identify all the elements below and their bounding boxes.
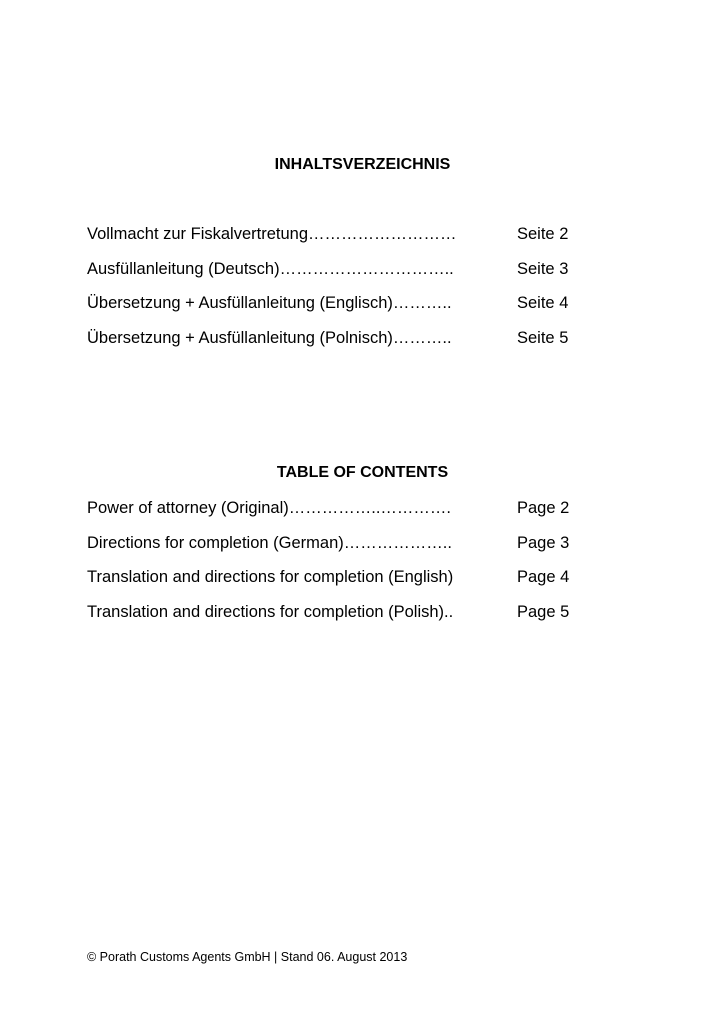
toc-entry (87, 498, 587, 533)
toc-entry-page: Seite 5 (517, 328, 569, 347)
toc-heading-english: TABLE OF CONTENTS (276, 464, 449, 481)
toc-entry-page: Seite 3 (517, 259, 569, 278)
toc-list-english (87, 498, 587, 636)
toc-list-german (87, 224, 587, 362)
toc-entry (87, 602, 587, 637)
toc-entry-title: Translation and directions for completion (Polish).. (87, 602, 454, 621)
toc-entry-page: Page 3 (517, 533, 570, 552)
toc-entry-page: Page 4 (517, 568, 570, 587)
toc-entry (87, 328, 587, 363)
page-footer: © Porath Customs Agents GmbH | Stand 06. August 2013 (87, 950, 408, 964)
toc-entry-title: Vollmacht zur Fiskalvertretung……………………… (87, 225, 457, 243)
toc-entry-page: Seite 2 (517, 225, 569, 243)
toc-entry-page: Seite 4 (517, 294, 569, 313)
toc-entry (87, 293, 587, 328)
toc-heading-german: INHALTSVERZEICHNIS (274, 156, 451, 173)
toc-entry-page: Page 2 (517, 499, 570, 517)
toc-entry-page: Page 5 (517, 602, 570, 621)
toc-entry (87, 259, 587, 294)
toc-entry-title: Ausfüllanleitung (Deutsch)………………………….. (87, 259, 454, 278)
toc-entry (87, 533, 587, 568)
toc-entry-title: Power of attorney (Original)……………..…………. (87, 499, 451, 517)
toc-entry (87, 224, 587, 259)
toc-entry-title: Directions for completion (German)……………….. (87, 533, 452, 552)
toc-entry (87, 567, 587, 602)
toc-entry-title: Translation and directions for completion (English) (87, 568, 454, 587)
toc-entry-title: Übersetzung + Ausfüllanleitung (Englisch)……….. (87, 294, 452, 313)
toc-entry-title: Übersetzung + Ausfüllanleitung (Polnisch)……….. (87, 328, 452, 347)
